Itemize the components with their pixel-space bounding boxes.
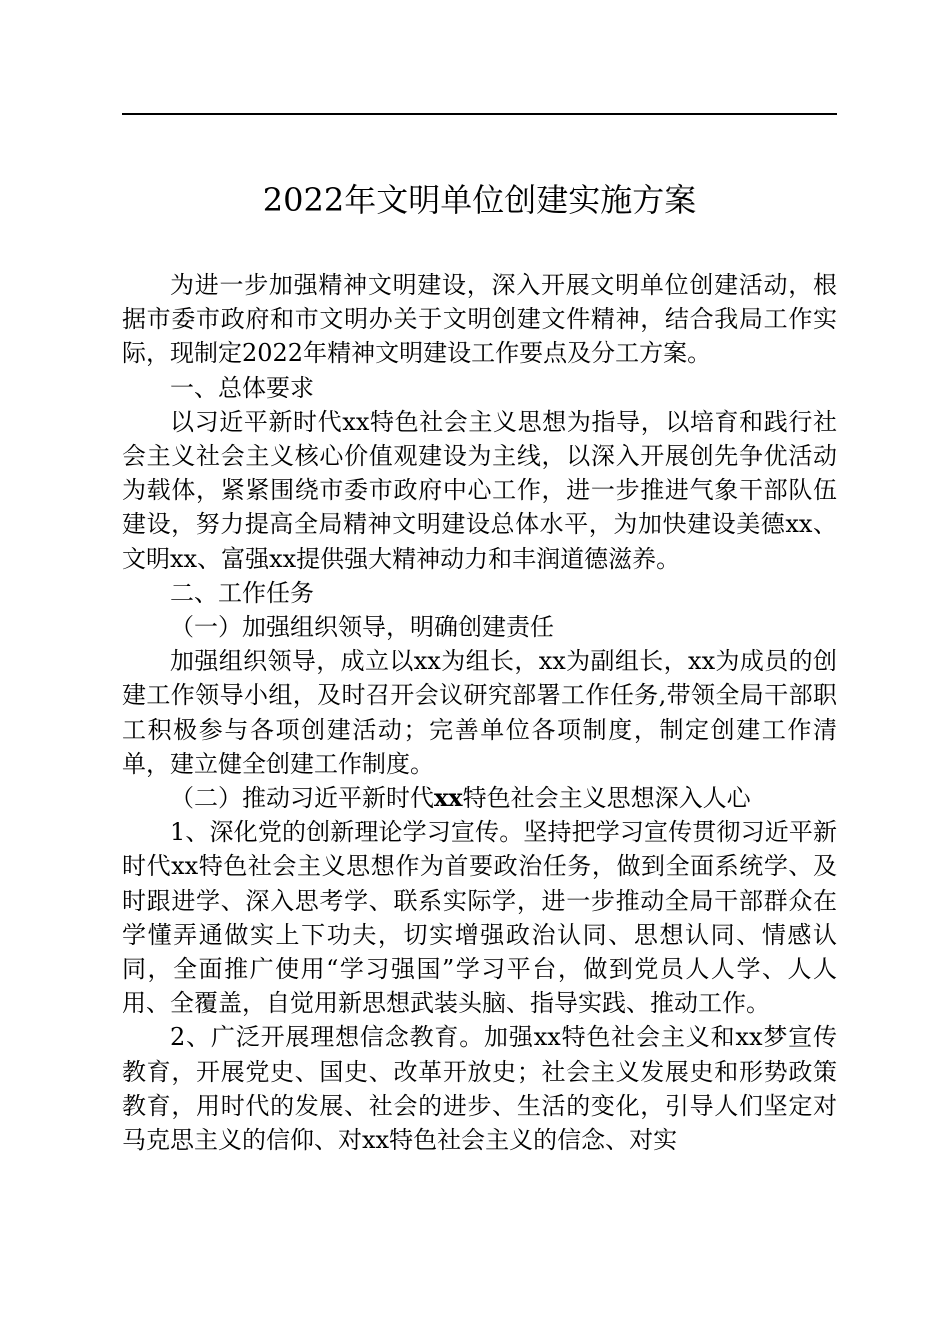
section-1-paragraph: 以习近平新时代xx特色社会主义思想为指导，以培育和践行社会主义社会主义核心价值观建设为主线，以深入开展创先争优活动为载体，紧紧围绕市委市政府中心工作，进一步推进气象干部队伍建设，努力提高全局精神文明建设总体水平，为加快建设美德xx、文明xx、富强xx提供强大精神动力和丰润道德滋养。 <box>122 407 837 573</box>
subsection-2-heading-end: 特色社会主义思想深入人心 <box>462 784 751 813</box>
subsection-2-heading-start: （二）推动习近平新时代 <box>170 784 434 813</box>
subsection-2-heading-bold: xx <box>434 783 463 813</box>
intro-paragraph: 为进一步加强精神文明建设，深入开展文明单位创建活动，根据市委市政府和市文明办关于文明创建文件精神，结合我局工作实际，现制定2022年精神文明建设工作要点及分工方案。 <box>122 271 837 368</box>
subsection-2-heading <box>122 781 837 815</box>
item-2-paragraph: 2、广泛开展理想信念教育。加强xx特色社会主义和xx梦宣传教育，开展党史、国史、改革开放史；社会主义发展史和形势政策教育，用时代的发展、社会的进步、生活的变化，引导人们坚定对马克思主义的信仰、对xx特色社会主义的信念、对实 <box>122 1023 837 1155</box>
document-body <box>122 268 837 1157</box>
document-title: 2022年文明单位创建实施方案 <box>262 181 697 219</box>
subsection-1-heading: （一）加强组织领导，明确创建责任 <box>170 613 554 642</box>
header-rule <box>122 113 837 115</box>
subsection-1-paragraph: 加强组织领导，成立以xx为组长，xx为副组长，xx为成员的创建工作领导小组，及时召开会议研究部署工作任务,带领全局干部职工积极参与各项创建活动；完善单位各项制度，制定创建工作清单，建立健全创建工作制度。 <box>122 647 837 778</box>
section-2-heading: 二、工作任务 <box>170 578 314 607</box>
item-1-paragraph: 1、深化党的创新理论学习宣传。坚持把学习宣传贯彻习近平新时代xx特色社会主义思想作为首要政治任务，做到全面系统学、及时跟进学、深入思考学、联系实际学，进一步推动全局干部群众在学懂弄通做实上下功夫，切实增强政治认同、思想认同、情感认同，全面推广使用“学习强国”学习平台，做到党员人人学、人人用、全覆盖，自觉用新思想武装头脑、指导实践、推动工作。 <box>122 818 837 1018</box>
section-1-heading: 一、总体要求 <box>170 373 314 402</box>
